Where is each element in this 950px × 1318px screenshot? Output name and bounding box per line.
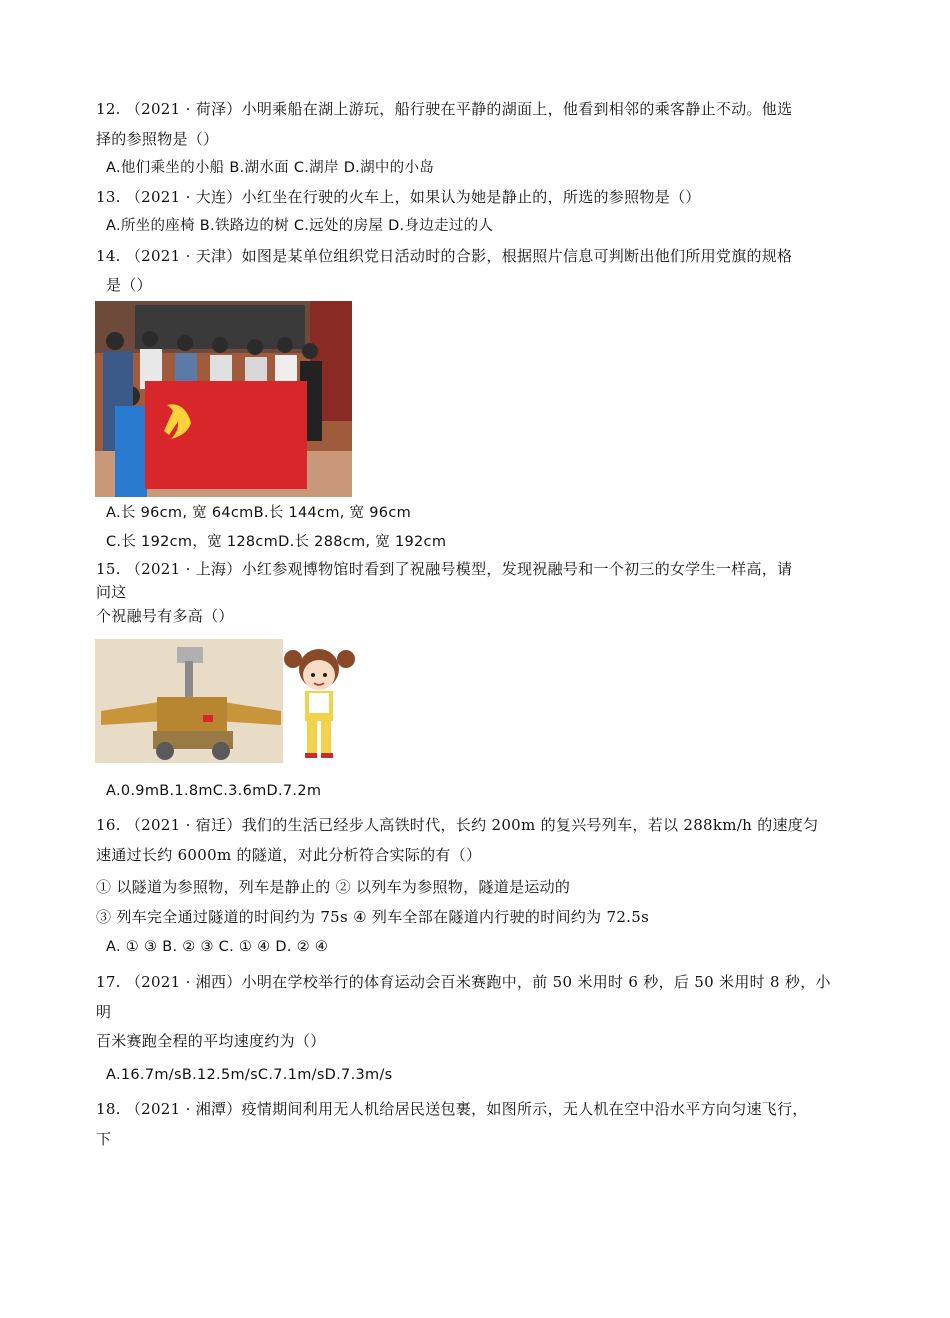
question-15-text-cont: 问这 — [96, 583, 127, 601]
question-17-text-cont: 明 — [96, 1003, 112, 1021]
question-18-text-cont: 下 — [96, 1130, 112, 1148]
question-15-text-cont2: 个祝融号有多高（） — [96, 607, 234, 625]
question-14-text-cont: 是（） — [106, 276, 152, 294]
question-13-options: A.所坐的座椅 B.铁路边的树 C.远处的房屋 D.身边走过的人 — [106, 218, 494, 234]
question-16-options: A. ① ③ B. ② ③ C. ① ④ D. ② ④ — [106, 939, 329, 955]
question-16-statements-34: ③ 列车完全通过隧道的时间约为 75s ④ 列车全部在隧道内行驶的时间约为 72.5s — [96, 908, 650, 926]
question-12-text: 12. （2021 · 荷泽）小明乘船在湖上游玩，船行驶在平静的湖面上，他看到相邻的乘客静止不动。他选 — [96, 100, 793, 118]
question-13-text: 13. （2021 · 大连）小红坐在行驶的火车上，如果认为她是静止的，所选的参照物是（） — [96, 188, 701, 206]
question-17-text-cont2: 百米赛跑全程的平均速度约为（） — [96, 1032, 326, 1050]
question-16-text-cont: 速通过长约 6000m 的隧道，对此分析符合实际的有（） — [96, 846, 482, 864]
zhurong-rover-photo — [95, 639, 287, 763]
question-16-statements-12: ① 以隧道为参照物，列车是静止的 ② 以列车为参照物，隧道是运动的 — [96, 878, 571, 896]
question-12-text-cont: 择的参照物是（） — [96, 130, 219, 148]
question-12-options: A.他们乘坐的小船 B.湖水面 C.湖岸 D.湖中的小岛 — [106, 160, 435, 176]
question-17-text: 17. （2021 · 湘西）小明在学校举行的体育运动会百米赛跑中，前 50 米用时 6 秒，后 50 米用时 8 秒，小 — [96, 973, 831, 991]
question-15-text: 15. （2021 · 上海）小红参观博物馆时看到了祝融号模型，发现祝融号和一个初三的女学生一样高，请 — [96, 560, 793, 578]
question-16-text: 16. （2021 · 宿迁）我们的生活已经步人高铁时代，长约 200m 的复兴号列车，若以 288km/h 的速度匀 — [96, 816, 819, 834]
party-flag-group-photo — [95, 301, 352, 497]
question-17-options: A.16.7m/sB.12.5m/sC.7.1m/sD.7.3m/s — [106, 1067, 393, 1083]
question-15-options: A.0.9mB.1.8mC.3.6mD.7.2m — [106, 783, 322, 799]
question-14-options-ab: A.长 96cm, 宽 64cmB.长 144cm, 宽 96cm — [106, 505, 412, 521]
question-14-options-cd: C.长 192cm，宽 128cmD.长 288cm, 宽 192cm — [106, 534, 447, 550]
schoolgirl-cartoon — [283, 639, 356, 763]
question-18-text: 18. （2021 · 湘潭）疫情期间利用无人机给居民送包裹，如图所示，无人机在空中沿水平方向匀速飞行， — [96, 1100, 808, 1118]
question-14-text: 14. （2021 · 天津）如图是某单位组织党日活动时的合影，根据照片信息可判断出他们所用党旗的规格 — [96, 247, 793, 265]
